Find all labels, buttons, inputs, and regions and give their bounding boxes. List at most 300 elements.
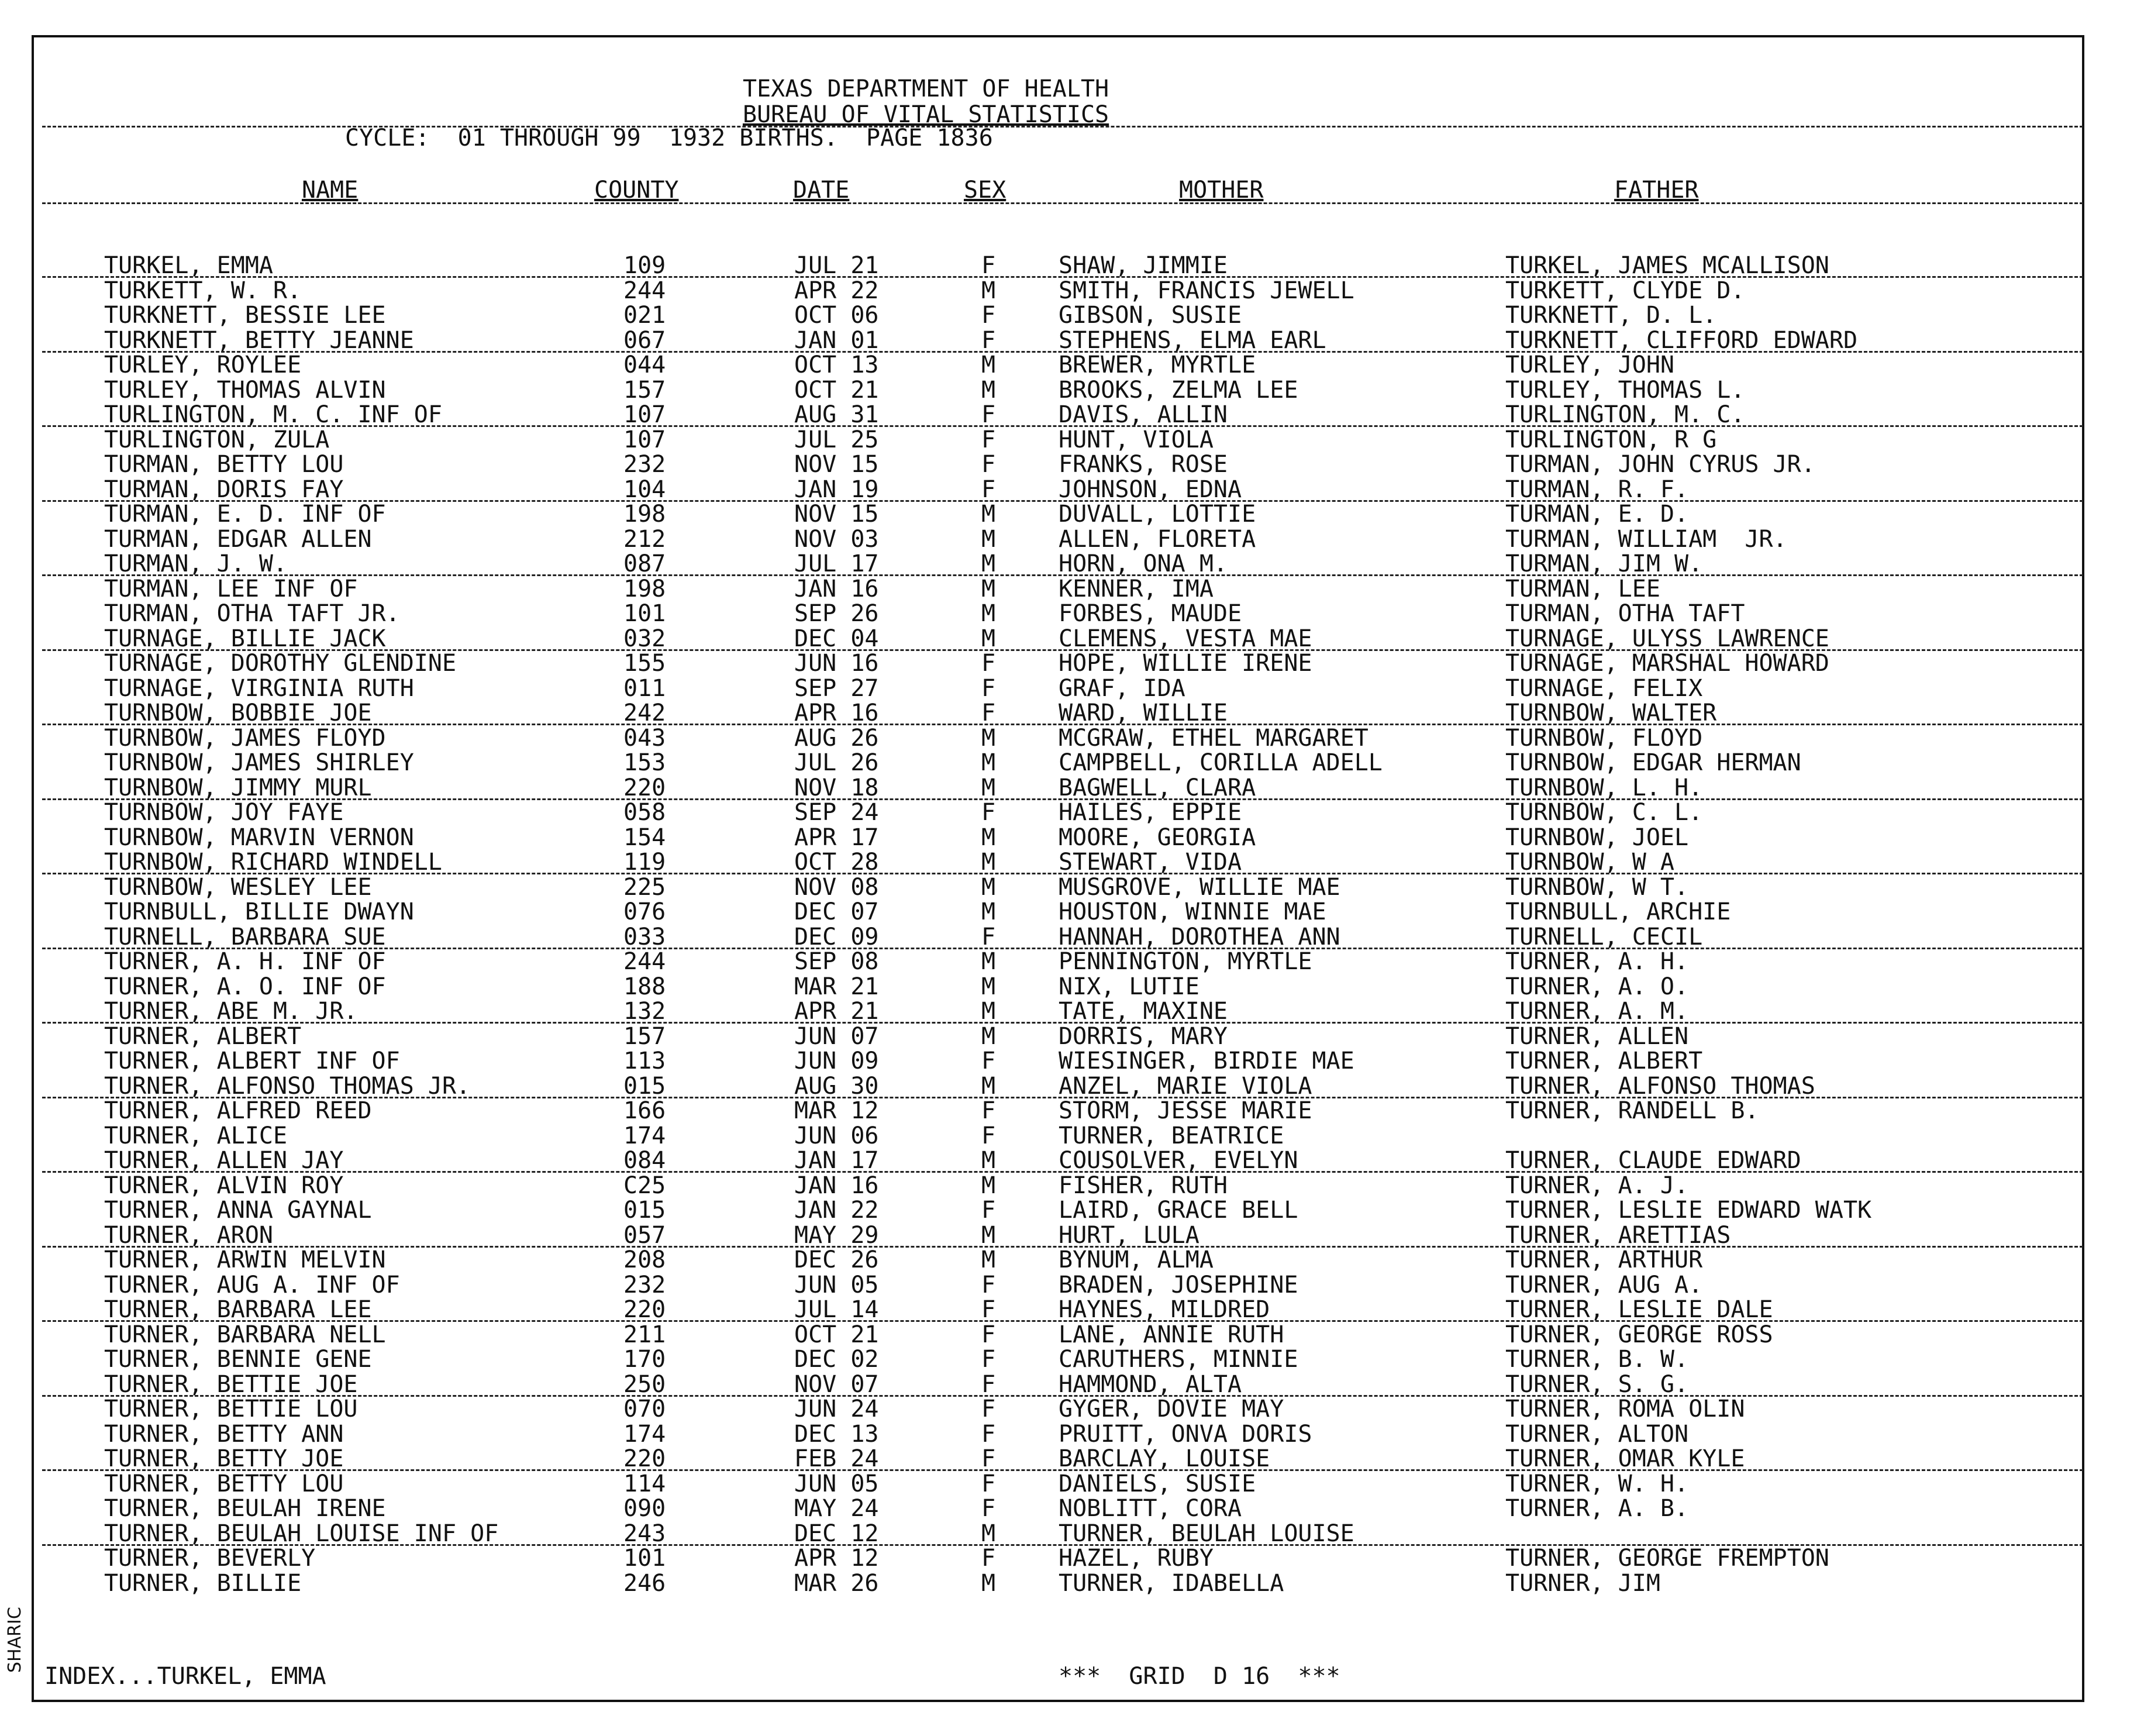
cell-sex: F — [981, 1296, 996, 1323]
cell-mother: TURNER, BEATRICE — [1059, 1122, 1284, 1149]
header-cycle: CYCLE: 01 THROUGH 99 1932 BIRTHS. PAGE 1836 — [345, 125, 993, 151]
cell-date: DEC 07 — [794, 898, 879, 925]
cell-date: APR 16 — [794, 700, 879, 726]
cell-name: TURNBULL, BILLIE DWAYN — [104, 898, 414, 925]
cell-county: 188 — [623, 973, 666, 1000]
cell-father: TURNER, OMAR KYLE — [1505, 1445, 1745, 1472]
cell-date: JUN 05 — [794, 1470, 879, 1497]
cell-sex: F — [981, 302, 996, 329]
cell-mother: WARD, WILLIE — [1059, 700, 1228, 726]
cell-mother: FRANKS, ROSE — [1059, 451, 1228, 478]
cell-mother: CARUTHERS, MINNIE — [1059, 1346, 1298, 1373]
cell-name: TURNER, ALFONSO THOMAS JR. — [104, 1072, 471, 1100]
cell-name: TURLINGTON, ZULA — [104, 426, 330, 453]
cell-date: JUN 07 — [794, 1022, 879, 1050]
cell-county: 043 — [623, 724, 666, 752]
cell-name: TURNER, ALICE — [104, 1122, 288, 1149]
cell-father: TURNER, B. W. — [1505, 1346, 1689, 1373]
cell-date: JUL 17 — [794, 550, 879, 577]
cell-mother: MUSGROVE, WILLIE MAE — [1059, 873, 1340, 901]
cell-name: TURKEL, EMMA — [104, 252, 273, 279]
cell-mother: BREWER, MYRTLE — [1059, 352, 1256, 378]
cell-name: TURNER, BETTIE JOE — [104, 1370, 358, 1398]
cell-name: TURNBOW, JOY FAYE — [104, 799, 344, 826]
column-header-mother: MOTHER — [1179, 177, 1264, 204]
cell-date: NOV 03 — [794, 525, 879, 553]
cell-sex: M — [981, 948, 996, 975]
cell-sex: F — [981, 1048, 996, 1074]
cell-county: 246 — [623, 1569, 666, 1597]
cell-mother: STORM, JESSE MARIE — [1059, 1097, 1312, 1124]
cell-county: 154 — [623, 824, 666, 851]
cell-county: 101 — [623, 1545, 666, 1572]
cell-county: 076 — [623, 898, 666, 925]
cell-sex: F — [981, 1197, 996, 1224]
cell-father: TURNER, A. B. — [1505, 1495, 1689, 1522]
cell-county: 170 — [623, 1346, 666, 1373]
cell-county: 232 — [623, 451, 666, 478]
header-subtitle: BUREAU OF VITAL STATISTICS — [743, 101, 1109, 128]
cell-father: TURNER, ALBERT — [1505, 1048, 1703, 1074]
cell-sex: M — [981, 525, 996, 553]
cell-mother: SMITH, FRANCIS JEWELL — [1059, 277, 1354, 304]
cell-father: TURNAGE, MARSHAL HOWARD — [1505, 650, 1829, 677]
cell-father: TURNER, ARETTIAS — [1505, 1221, 1731, 1249]
cell-mother: CLEMENS, VESTA MAE — [1059, 625, 1312, 652]
cell-mother: NOBLITT, CORA — [1059, 1495, 1242, 1522]
cell-sex: F — [981, 451, 996, 478]
cell-mother: HANNAH, DOROTHEA ANN — [1059, 923, 1340, 950]
cell-father: TURLINGTON, M. C. — [1505, 401, 1745, 428]
cell-father: TURNER, CLAUDE EDWARD — [1505, 1147, 1801, 1174]
cell-name: TURNER, BEULAH LOUISE INF OF — [104, 1520, 499, 1547]
cell-name: TURNBOW, WESLEY LEE — [104, 873, 372, 901]
cell-date: SEP 08 — [794, 948, 879, 975]
cell-county: 208 — [623, 1246, 666, 1273]
cell-date: APR 12 — [794, 1545, 879, 1572]
cell-sex: M — [981, 849, 996, 876]
cell-sex: M — [981, 600, 996, 627]
cell-county: 157 — [623, 376, 666, 404]
cell-mother: FISHER, RUTH — [1059, 1172, 1228, 1199]
cell-date: JAN 22 — [794, 1197, 879, 1224]
cell-mother: BRADEN, JOSEPHINE — [1059, 1271, 1298, 1298]
cell-county: 084 — [623, 1147, 666, 1174]
cell-sex: F — [981, 1470, 996, 1497]
cell-name: TURNBOW, MARVIN VERNON — [104, 824, 414, 851]
cell-mother: LAIRD, GRACE BELL — [1059, 1197, 1298, 1224]
cell-county: 211 — [623, 1321, 666, 1348]
cell-sex: M — [981, 376, 996, 404]
cell-mother: HOPE, WILLIE IRENE — [1059, 650, 1312, 677]
cell-date: MAY 24 — [794, 1495, 879, 1522]
cell-name: TURNER, ANNA GAYNAL — [104, 1197, 372, 1224]
cell-date: JUL 21 — [794, 252, 879, 279]
cell-sex: M — [981, 1022, 996, 1050]
cell-sex: F — [981, 1420, 996, 1448]
cell-name: TURNER, ALFRED REED — [104, 1097, 372, 1124]
cell-mother: GIBSON, SUSIE — [1059, 302, 1242, 329]
cell-mother: KENNER, IMA — [1059, 575, 1214, 602]
column-header-father: FATHER — [1614, 177, 1699, 204]
cell-father: TURNER, ALLEN — [1505, 1022, 1689, 1050]
cell-county: 232 — [623, 1271, 666, 1298]
cell-county: 087 — [623, 550, 666, 577]
cell-father: TURKEL, JAMES MCALLISON — [1505, 252, 1829, 279]
cell-father: TURMAN, JOHN CYRUS JR. — [1505, 451, 1815, 478]
cell-date: MAR 26 — [794, 1569, 879, 1597]
cell-father: TURKNETT, CLIFFORD EDWARD — [1505, 326, 1858, 354]
cell-date: AUG 31 — [794, 401, 879, 428]
cell-county: 067 — [623, 326, 666, 354]
cell-mother: DUVALL, LOTTIE — [1059, 501, 1256, 528]
cell-date: JUL 14 — [794, 1296, 879, 1323]
cell-mother: DAVIS, ALLIN — [1059, 401, 1228, 428]
cell-name: TURNBOW, RICHARD WINDELL — [104, 849, 442, 876]
cell-name: TURNER, AUG A. INF OF — [104, 1271, 400, 1298]
cell-date: DEC 12 — [794, 1520, 879, 1547]
cell-county: 225 — [623, 873, 666, 901]
cell-name: TURMAN, BETTY LOU — [104, 451, 344, 478]
cell-date: JUN 16 — [794, 650, 879, 677]
cell-county: 174 — [623, 1122, 666, 1149]
cell-father: TURNER, LESLIE DALE — [1505, 1296, 1773, 1323]
cell-mother: BYNUM, ALMA — [1059, 1246, 1214, 1273]
cell-mother: HAILES, EPPIE — [1059, 799, 1242, 826]
cell-name: TURNER, BILLIE — [104, 1569, 302, 1597]
cell-mother: BARCLAY, LOUISE — [1059, 1445, 1270, 1472]
cell-mother: HOUSTON, WINNIE MAE — [1059, 898, 1326, 925]
cell-county: 107 — [623, 426, 666, 453]
cell-father: TURNELL, CECIL — [1505, 923, 1703, 950]
cell-name: TURNER, ARWIN MELVIN — [104, 1246, 386, 1273]
cell-sex: F — [981, 1321, 996, 1348]
cell-county: 101 — [623, 600, 666, 627]
cell-sex: M — [981, 575, 996, 602]
cell-date: OCT 21 — [794, 376, 879, 404]
cell-date: APR 21 — [794, 998, 879, 1025]
cell-date: JUN 06 — [794, 1122, 879, 1149]
cell-county: 198 — [623, 575, 666, 602]
cell-name: TURKNETT, BETTY JEANNE — [104, 326, 414, 354]
cell-father: TURNER, A. M. — [1505, 998, 1689, 1025]
cell-mother: STEWART, VIDA — [1059, 849, 1242, 876]
cell-date: OCT 06 — [794, 302, 879, 329]
cell-father: TURNBOW, C. L. — [1505, 799, 1703, 826]
cell-date: OCT 13 — [794, 352, 879, 378]
cell-father: TURLEY, JOHN — [1505, 352, 1674, 378]
cell-name: TURMAN, EDGAR ALLEN — [104, 525, 372, 553]
cell-mother: STEPHENS, ELMA EARL — [1059, 326, 1326, 354]
cell-mother: TURNER, BEULAH LOUISE — [1059, 1520, 1354, 1547]
cell-father: TURNBOW, JOEL — [1505, 824, 1689, 851]
cell-county: 220 — [623, 1445, 666, 1472]
cell-name: TURMAN, LEE INF OF — [104, 575, 358, 602]
cell-date: NOV 18 — [794, 774, 879, 801]
cell-county: 174 — [623, 1420, 666, 1448]
cell-county: 011 — [623, 674, 666, 702]
cell-mother: HUNT, VIOLA — [1059, 426, 1214, 453]
cell-sex: M — [981, 998, 996, 1025]
cell-date: AUG 30 — [794, 1072, 879, 1100]
cell-sex: M — [981, 1520, 996, 1547]
cell-mother: DORRIS, MARY — [1059, 1022, 1228, 1050]
cell-name: TURNER, A. O. INF OF — [104, 973, 386, 1000]
cell-county: 033 — [623, 923, 666, 950]
cell-mother: MOORE, GEORGIA — [1059, 824, 1256, 851]
cell-name: TURNER, BETTY ANN — [104, 1420, 344, 1448]
cell-mother: JOHNSON, EDNA — [1059, 476, 1242, 503]
cell-county: 107 — [623, 401, 666, 428]
cell-sex: M — [981, 898, 996, 925]
cell-father: TURNER, ROMA OLIN — [1505, 1396, 1745, 1422]
footer-grid: *** GRID D 16 *** — [1059, 1663, 1340, 1690]
cell-sex: F — [981, 426, 996, 453]
cell-sex: F — [981, 1495, 996, 1522]
cell-name: TURMAN, DORIS FAY — [104, 476, 344, 503]
cell-father: TURMAN, OTHA TAFT — [1505, 600, 1745, 627]
cell-date: JAN 01 — [794, 326, 879, 354]
cell-county: 119 — [623, 849, 666, 876]
cell-county: 070 — [623, 1396, 666, 1422]
cell-mother: TURNER, IDABELLA — [1059, 1569, 1284, 1597]
cell-date: MAR 21 — [794, 973, 879, 1000]
cell-name: TURLINGTON, M. C. INF OF — [104, 401, 442, 428]
cell-father: TURNER, A. O. — [1505, 973, 1689, 1000]
cell-sex: M — [981, 1072, 996, 1100]
cell-county: 244 — [623, 277, 666, 304]
cell-date: AUG 26 — [794, 724, 879, 752]
cell-name: TURMAN, OTHA TAFT JR. — [104, 600, 400, 627]
cell-father: TURLINGTON, R G — [1505, 426, 1717, 453]
cell-mother: ANZEL, MARIE VIOLA — [1059, 1072, 1312, 1100]
cell-sex: F — [981, 1271, 996, 1298]
cell-name: TURLEY, ROYLEE — [104, 352, 302, 378]
cell-father: TURNER, JIM — [1505, 1569, 1660, 1597]
cell-mother: HAYNES, MILDRED — [1059, 1296, 1270, 1323]
cell-date: JUN 24 — [794, 1396, 879, 1422]
cell-sex: F — [981, 1396, 996, 1422]
cell-father: TURNBOW, FLOYD — [1505, 724, 1703, 752]
cell-county: 114 — [623, 1470, 666, 1497]
cell-name: TURMAN, E. D. INF OF — [104, 501, 386, 528]
cell-father: TURNER, RANDELL B. — [1505, 1097, 1759, 1124]
cell-date: SEP 26 — [794, 600, 879, 627]
cell-date: DEC 09 — [794, 923, 879, 950]
cell-county: 132 — [623, 998, 666, 1025]
cell-sex: F — [981, 326, 996, 354]
cell-name: TURNER, BEULAH IRENE — [104, 1495, 386, 1522]
cell-father: TURNER, ALTON — [1505, 1420, 1689, 1448]
cell-date: MAR 12 — [794, 1097, 879, 1124]
cell-father: TURNBOW, W A — [1505, 849, 1674, 876]
cell-date: MAY 29 — [794, 1221, 879, 1249]
cell-name: TURNER, BETTY JOE — [104, 1445, 344, 1472]
cell-name: TURNER, ALLEN JAY — [104, 1147, 344, 1174]
cell-county: 157 — [623, 1022, 666, 1050]
cell-mother: BAGWELL, CLARA — [1059, 774, 1256, 801]
cell-father: TURNER, A. H. — [1505, 948, 1689, 975]
column-header-sex: SEX — [964, 177, 1006, 204]
cell-name: TURKETT, W. R. — [104, 277, 302, 304]
cell-name: TURNER, ARON — [104, 1221, 273, 1249]
cell-mother: FORBES, MAUDE — [1059, 600, 1242, 627]
cell-sex: M — [981, 625, 996, 652]
cell-name: TURNAGE, BILLIE JACK — [104, 625, 386, 652]
footer-index: INDEX...TURKEL, EMMA — [44, 1663, 326, 1690]
cell-father: TURMAN, JIM W. — [1505, 550, 1703, 577]
cell-date: DEC 02 — [794, 1346, 879, 1373]
cell-father: TURMAN, LEE — [1505, 575, 1660, 602]
cell-name: TURNER, A. H. INF OF — [104, 948, 386, 975]
cell-father: TURNER, ALFONSO THOMAS — [1505, 1072, 1815, 1100]
cell-county: 032 — [623, 625, 666, 652]
cell-county: 244 — [623, 948, 666, 975]
cell-date: JUL 26 — [794, 749, 879, 776]
cell-name: TURNER, BARBARA NELL — [104, 1321, 386, 1348]
cell-name: TURNER, ALVIN ROY — [104, 1172, 344, 1199]
cell-name: TURNER, BARBARA LEE — [104, 1296, 372, 1323]
cell-sex: M — [981, 873, 996, 901]
cell-name: TURLEY, THOMAS ALVIN — [104, 376, 386, 404]
cell-date: APR 22 — [794, 277, 879, 304]
cell-sex: F — [981, 401, 996, 428]
cell-date: JAN 16 — [794, 575, 879, 602]
cell-name: TURNAGE, DOROTHY GLENDINE — [104, 650, 457, 677]
column-header-date: DATE — [793, 177, 850, 204]
cell-county: 250 — [623, 1370, 666, 1398]
cell-date: JAN 17 — [794, 1147, 879, 1174]
cell-name: TURKNETT, BESSIE LEE — [104, 302, 386, 329]
cell-mother: HAZEL, RUBY — [1059, 1545, 1214, 1572]
cell-father: TURMAN, E. D. — [1505, 501, 1689, 528]
cell-county: 057 — [623, 1221, 666, 1249]
cell-father: TURNER, GEORGE FREMPTON — [1505, 1545, 1829, 1572]
cell-name: TURNER, ABE M. JR. — [104, 998, 358, 1025]
cell-sex: M — [981, 1147, 996, 1174]
cell-sex: F — [981, 252, 996, 279]
cell-father: TURNBOW, L. H. — [1505, 774, 1703, 801]
column-header-dash-line — [42, 202, 2083, 204]
cell-mother: NIX, LUTIE — [1059, 973, 1199, 1000]
cell-mother: WIESINGER, BIRDIE MAE — [1059, 1048, 1354, 1074]
cell-county: 212 — [623, 525, 666, 553]
cell-county: 153 — [623, 749, 666, 776]
cell-county: 113 — [623, 1048, 666, 1074]
cell-father: TURNBOW, WALTER — [1505, 700, 1717, 726]
cell-name: TURNER, BETTY LOU — [104, 1470, 344, 1497]
cell-date: JUL 25 — [794, 426, 879, 453]
cell-mother: GYGER, DOVIE MAY — [1059, 1396, 1284, 1422]
cell-father: TURNBOW, W T. — [1505, 873, 1689, 901]
cell-county: 243 — [623, 1520, 666, 1547]
cell-sex: M — [981, 824, 996, 851]
cell-date: DEC 13 — [794, 1420, 879, 1448]
cell-name: TURNELL, BARBARA SUE — [104, 923, 386, 950]
cell-father: TURLEY, THOMAS L. — [1505, 376, 1745, 404]
cell-father: TURMAN, WILLIAM JR. — [1505, 525, 1787, 553]
cell-name: TURNER, ALBERT — [104, 1022, 302, 1050]
cell-father: TURNER, AUG A. — [1505, 1271, 1703, 1298]
cell-sex: F — [981, 1346, 996, 1373]
cell-county: 155 — [623, 650, 666, 677]
cell-sex: M — [981, 1172, 996, 1199]
cell-mother: GRAF, IDA — [1059, 674, 1185, 702]
header-title: TEXAS DEPARTMENT OF HEALTH — [743, 75, 1109, 102]
cell-sex: M — [981, 1246, 996, 1273]
cell-father: TURNAGE, FELIX — [1505, 674, 1703, 702]
cell-date: NOV 15 — [794, 451, 879, 478]
cell-mother: COUSOLVER, EVELYN — [1059, 1147, 1298, 1174]
cell-sex: F — [981, 923, 996, 950]
cell-sex: F — [981, 1445, 996, 1472]
cell-mother: BROOKS, ZELMA LEE — [1059, 376, 1298, 404]
cell-father: TURKNETT, D. L. — [1505, 302, 1717, 329]
cell-father: TURNER, S. G. — [1505, 1370, 1689, 1398]
cell-sex: F — [981, 1370, 996, 1398]
cell-county: C25 — [623, 1172, 666, 1199]
cell-date: NOV 15 — [794, 501, 879, 528]
cell-sex: M — [981, 352, 996, 378]
cell-sex: M — [981, 724, 996, 752]
cell-county: 198 — [623, 501, 666, 528]
cell-name: TURNBOW, BOBBIE JOE — [104, 700, 372, 726]
cell-sex: F — [981, 1545, 996, 1572]
cell-father: TURNER, W. H. — [1505, 1470, 1689, 1497]
cell-sex: F — [981, 674, 996, 702]
cell-date: JAN 16 — [794, 1172, 879, 1199]
cell-county: 242 — [623, 700, 666, 726]
cell-name: TURNBOW, JAMES SHIRLEY — [104, 749, 414, 776]
cell-mother: PRUITT, ONVA DORIS — [1059, 1420, 1312, 1448]
cell-mother: CAMPBELL, CORILLA ADELL — [1059, 749, 1383, 776]
cell-date: DEC 04 — [794, 625, 879, 652]
cell-county: 015 — [623, 1197, 666, 1224]
cell-sex: F — [981, 1122, 996, 1149]
cell-county: 015 — [623, 1072, 666, 1100]
cell-name: TURNBOW, JIMMY MURL — [104, 774, 372, 801]
cell-sex: M — [981, 501, 996, 528]
cell-sex: M — [981, 1569, 996, 1597]
cell-mother: LANE, ANNIE RUTH — [1059, 1321, 1284, 1348]
side-label: SHARIC — [5, 1607, 25, 1673]
cell-county: 109 — [623, 252, 666, 279]
cell-mother: MCGRAW, ETHEL MARGARET — [1059, 724, 1369, 752]
cell-date: SEP 24 — [794, 799, 879, 826]
cell-county: 104 — [623, 476, 666, 503]
cell-father: TURNER, A. J. — [1505, 1172, 1689, 1199]
cell-mother: HAMMOND, ALTA — [1059, 1370, 1242, 1398]
cell-county: 220 — [623, 1296, 666, 1323]
cell-date: FEB 24 — [794, 1445, 879, 1472]
cell-mother: TATE, MAXINE — [1059, 998, 1228, 1025]
cell-name: TURNER, BENNIE GENE — [104, 1346, 372, 1373]
cell-sex: M — [981, 973, 996, 1000]
cell-mother: HURT, LULA — [1059, 1221, 1199, 1249]
cell-date: NOV 07 — [794, 1370, 879, 1398]
cell-father: TURNAGE, ULYSS LAWRENCE — [1505, 625, 1829, 652]
cell-father: TURNER, ARTHUR — [1505, 1246, 1703, 1273]
cell-sex: F — [981, 700, 996, 726]
cell-date: APR 17 — [794, 824, 879, 851]
cell-sex: F — [981, 1097, 996, 1124]
cell-sex: F — [981, 650, 996, 677]
cell-sex: M — [981, 1221, 996, 1249]
cell-date: JUN 09 — [794, 1048, 879, 1074]
cell-county: 090 — [623, 1495, 666, 1522]
cell-father: TURNBOW, EDGAR HERMAN — [1505, 749, 1801, 776]
cell-sex: M — [981, 550, 996, 577]
